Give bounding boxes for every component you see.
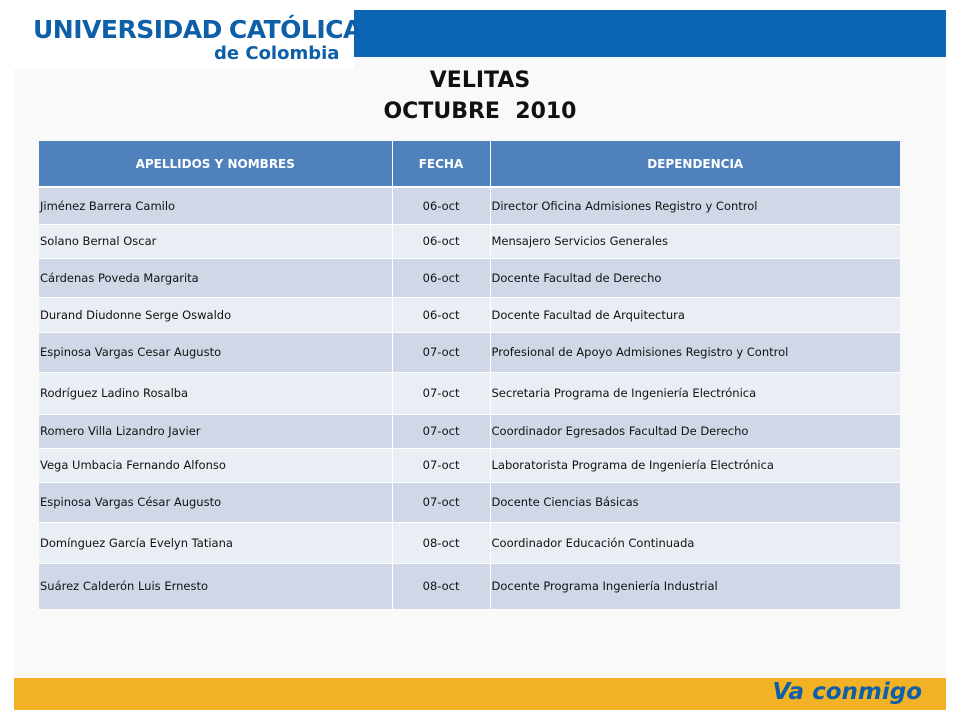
cell-dependencia: Docente Ciencias Básicas — [490, 482, 900, 522]
table-row — [39, 482, 900, 522]
birthday-table — [39, 141, 900, 610]
cell-fecha: 06-oct — [392, 258, 490, 297]
cell-nombre: Jiménez Barrera Camilo — [39, 187, 392, 224]
cell-dependencia: Director Oficina Admisiones Registro y Control — [490, 187, 900, 224]
cell-dependencia: Docente Programa Ingeniería Industrial — [490, 563, 900, 609]
cell-nombre: Espinosa Vargas Cesar Augusto — [39, 332, 392, 372]
table-row — [39, 448, 900, 482]
cell-dependencia: Mensajero Servicios Generales — [490, 224, 900, 258]
cell-fecha: 08-oct — [392, 522, 490, 563]
cell-nombre: Suárez Calderón Luis Ernesto — [39, 563, 392, 609]
logo-line2: de Colombia — [214, 43, 340, 64]
slide — [14, 10, 946, 710]
logo-line1 — [33, 15, 362, 44]
cell-nombre: Solano Bernal Oscar — [39, 224, 392, 258]
column-header-nombres: APELLIDOS Y NOMBRES — [39, 141, 392, 187]
cell-nombre: Rodríguez Ladino Rosalba — [39, 372, 392, 414]
cell-nombre: Domínguez García Evelyn Tatiana — [39, 522, 392, 563]
table-row — [39, 372, 900, 414]
cell-fecha: 07-oct — [392, 448, 490, 482]
page-subtitle: OCTUBRE 2010 — [383, 99, 577, 124]
cell-dependencia: Profesional de Apoyo Admisiones Registro y Control — [490, 332, 900, 372]
cell-dependencia: Laboratorista Programa de Ingeniería Electrónica — [490, 448, 900, 482]
logo-word-universidad: UNIVERSIDAD — [33, 15, 222, 44]
page-title: VELITAS — [429, 68, 531, 93]
column-header-dependencia: DEPENDENCIA — [490, 141, 900, 187]
table-header-row — [39, 141, 900, 187]
table-body — [39, 187, 900, 609]
cell-nombre: Romero Villa Lizandro Javier — [39, 414, 392, 448]
table-row — [39, 332, 900, 372]
cell-dependencia: Coordinador Egresados Facultad De Derecho — [490, 414, 900, 448]
cell-dependencia: Docente Facultad de Derecho — [490, 258, 900, 297]
table-row — [39, 258, 900, 297]
cell-fecha: 06-oct — [392, 297, 490, 332]
cell-fecha: 08-oct — [392, 563, 490, 609]
cell-fecha: 06-oct — [392, 224, 490, 258]
table-row — [39, 563, 900, 609]
column-header-fecha: FECHA — [392, 141, 490, 187]
table-row — [39, 414, 900, 448]
cell-fecha: 07-oct — [392, 332, 490, 372]
cell-fecha: 06-oct — [392, 187, 490, 224]
table-row — [39, 224, 900, 258]
footer-bar — [14, 678, 946, 710]
cell-nombre: Vega Umbacia Fernando Alfonso — [39, 448, 392, 482]
cell-dependencia: Coordinador Educación Continuada — [490, 522, 900, 563]
university-logo — [14, 10, 362, 69]
slogan: Va conmigo — [772, 679, 922, 705]
table-row — [39, 522, 900, 563]
table-row — [39, 187, 900, 224]
cell-fecha: 07-oct — [392, 482, 490, 522]
cell-dependencia: Secretaria Programa de Ingeniería Electrónica — [490, 372, 900, 414]
table-row — [39, 297, 900, 332]
logo-word-catolica: CATÓLICA — [228, 15, 362, 44]
cell-nombre: Cárdenas Poveda Margarita — [39, 258, 392, 297]
cell-fecha: 07-oct — [392, 372, 490, 414]
cell-fecha: 07-oct — [392, 414, 490, 448]
cell-nombre: Espinosa Vargas César Augusto — [39, 482, 392, 522]
cell-dependencia: Docente Facultad de Arquitectura — [490, 297, 900, 332]
cell-nombre: Durand Diudonne Serge Oswaldo — [39, 297, 392, 332]
